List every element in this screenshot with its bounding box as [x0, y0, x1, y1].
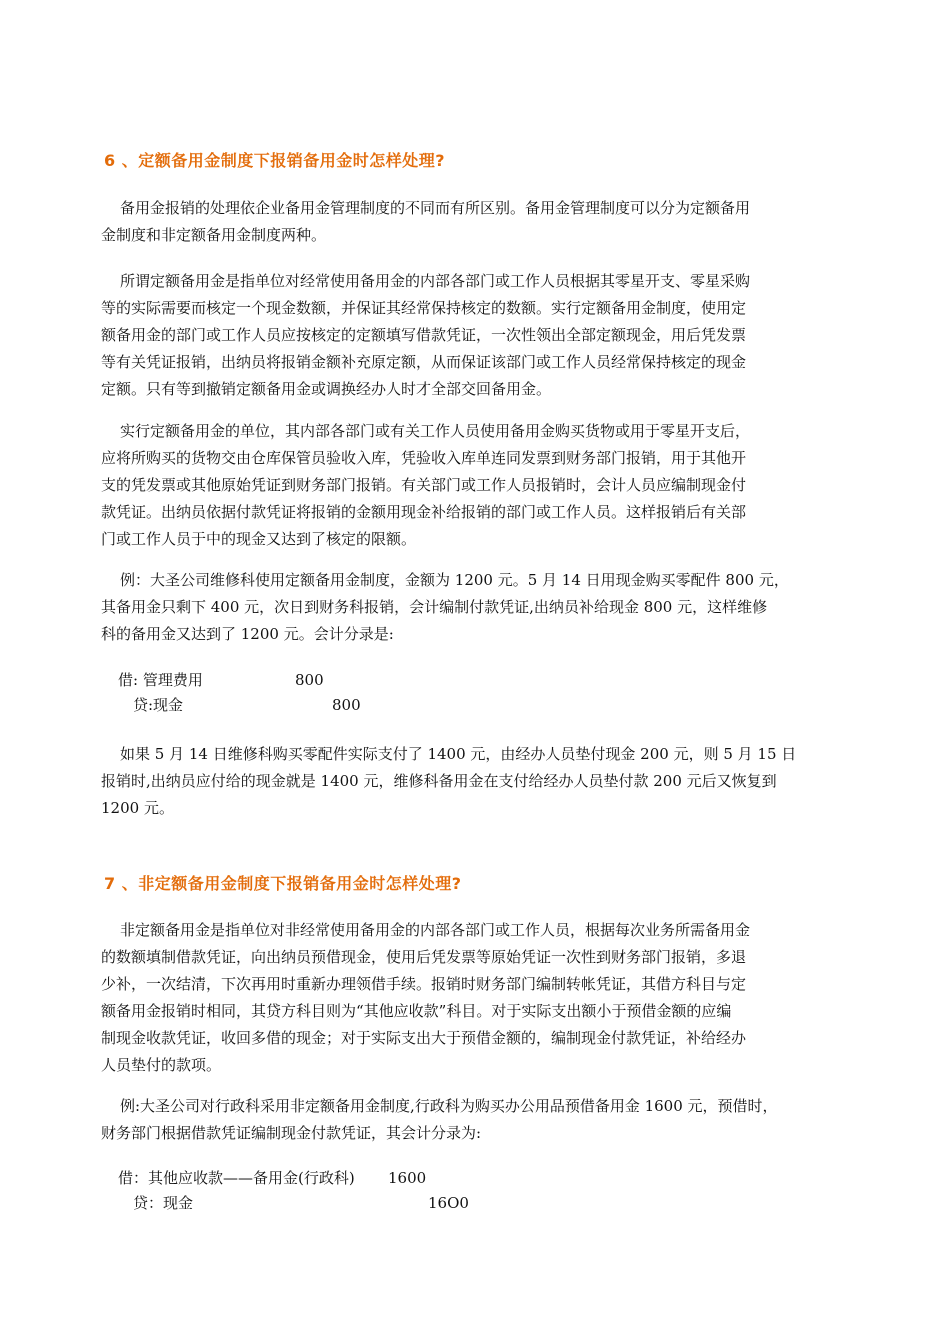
section-7-debit-amount: 1600 [388, 1169, 427, 1187]
paragraph-line: 备用金报销的处理依企业备用金管理制度的不同而有所区别。备用金管理制度可以分为定额备用 [120, 199, 751, 217]
paragraph-line: 应将所购买的货物交由仓库保管员验收入库，凭验收入库单连同发票到财务部门报销，用于其他开 [101, 449, 747, 467]
paragraph-line: 科的备用金又达到了 1200 元。会计分录是: [101, 625, 394, 643]
section-7-credit-label: 贷：现金 [133, 1194, 194, 1212]
section-6-paragraph-1 [101, 195, 837, 249]
section-6-paragraph-4 [101, 567, 837, 648]
section-7-paragraph-1 [101, 917, 837, 1079]
paragraph-line: 报销时,出纳员应付给的现金就是 1400 元，维修科备用金在支付给经办人员垫付款 200 元后又恢复到 [101, 772, 777, 790]
paragraph-line: 财务部门根据借款凭证编制现金付款凭证，其会计分录为: [101, 1124, 482, 1142]
paragraph-line: 人员垫付的款项。 [101, 1056, 222, 1074]
section-6-credit-amount: 800 [332, 696, 361, 714]
paragraph-line: 额备用金报销时相同，其贷方科目则为“其他应收款”科目。对于实际支出额小于预借金额的应编 [101, 1002, 732, 1020]
section-7-paragraph-2 [101, 1093, 837, 1147]
paragraph-line: 例:大圣公司对行政科采用非定额备用金制度,行政科为购买办公用品预借备用金 1600 元，预借时， [120, 1097, 778, 1115]
paragraph-line: 的数额填制借款凭证，向出纳员预借现金，使用后凭发票等原始凭证一次性到财务部门报销，多退 [101, 948, 747, 966]
paragraph-line: 其备用金只剩下 400 元，次日到财务科报销，会计编制付款凭证,出纳员补给现金 800 元，这样维修 [101, 598, 768, 616]
paragraph-line: 金制度和非定额备用金制度两种。 [101, 226, 327, 244]
paragraph-line: 所谓定额备用金是指单位对经常使用备用金的内部各部门或工作人员根据其零星开支、零星采购 [120, 272, 751, 290]
section-6-paragraph-5 [101, 741, 837, 822]
section-7-debit-label: 借：其他应收款——备用金(行政科) [118, 1169, 355, 1187]
paragraph-line: 等的实际需要而核定一个现金数额，并保证其经常保持核定的数额。实行定额备用金制度，使用定 [101, 299, 747, 317]
paragraph-line: 如果 5 月 14 日维修科购买零配件实际支付了 1400 元，由经办人员垫付现金 200 元，则 5 月 15 日 [120, 745, 797, 763]
paragraph-line: 等有关凭证报销，出纳员将报销金额补充原定额，从而保证该部门或工作人员经常保持核定的现金 [101, 353, 747, 371]
paragraph-line: 1200 元。 [101, 799, 174, 817]
section-7-heading: 7 、非定额备用金制度下报销备用金时怎样处理? [104, 874, 462, 893]
paragraph-line: 款凭证。出纳员依据付款凭证将报销的金额用现金补给报销的部门或工作人员。这样报销后有关部 [101, 503, 747, 521]
paragraph-line: 实行定额备用金的单位，其内部各部门或有关工作人员使用备用金购买货物或用于零星开支后， [120, 422, 751, 440]
paragraph-line: 支的凭发票或其他原始凭证到财务部门报销。有关部门或工作人员报销时，会计人员应编制现金付 [101, 476, 747, 494]
section-6-debit-label: 借: 管理费用 [118, 671, 203, 689]
section-6-paragraph-2 [101, 268, 837, 403]
section-6-credit-label: 贷:现金 [133, 696, 184, 714]
paragraph-line: 门或工作人员于中的现金又达到了核定的限额。 [101, 530, 417, 548]
paragraph-line: 制现金收款凭证，收回多借的现金；对于实际支出大于预借金额的，编制现金付款凭证，补给经办 [101, 1029, 747, 1047]
paragraph-line: 定额。只有等到撤销定额备用金或调换经办人时才全部交回备用金。 [101, 380, 552, 398]
paragraph-line: 额备用金的部门或工作人员应按核定的定额填写借款凭证，一次性领出全部定额现金，用后凭发票 [101, 326, 747, 344]
section-6-heading: 6 、定额备用金制度下报销备用金时怎样处理? [104, 151, 445, 170]
paragraph-line: 非定额备用金是指单位对非经常使用备用金的内部各部门或工作人员，根据每次业务所需备用金 [120, 921, 751, 939]
paragraph-line: 少补，一次结清，下次再用时重新办理领借手续。报销时财务部门编制转帐凭证，其借方科目与定 [101, 975, 747, 993]
section-6-paragraph-3 [101, 418, 837, 553]
paragraph-line: 例：大圣公司维修科使用定额备用金制度，金额为 1200 元。5 月 14 日用现金购买零配件 800 元， [120, 571, 789, 589]
section-6-debit-amount: 800 [295, 671, 324, 689]
section-7-credit-amount: 16O0 [428, 1194, 469, 1212]
